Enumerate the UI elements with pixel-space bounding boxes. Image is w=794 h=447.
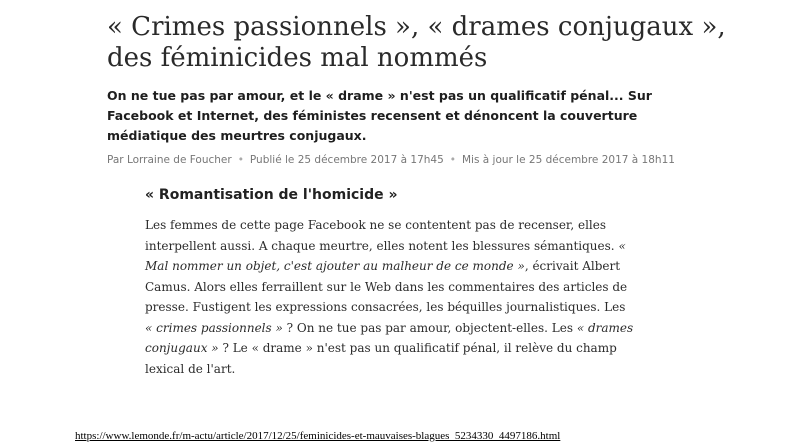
paragraph-text: ? On ne tue pas par amour, objectent-elles. Les bbox=[282, 320, 577, 335]
byline-published-date: Publié le 25 décembre 2017 à 17h45 bbox=[249, 154, 444, 166]
byline-separator: • bbox=[449, 154, 456, 166]
article-headline bbox=[107, 12, 747, 74]
drames-conjugaux-quote: « drames conjugaux » bbox=[145, 320, 634, 355]
headline-line-1: « Crimes passionnels », « drames conjugaux », bbox=[107, 12, 726, 42]
paragraph-text: Les femmes de cette page Facebook ne se contentent pas de recenser, elles interpellent aussi. A chaque meurtre, elles notent les blessures sémantiques. bbox=[145, 218, 619, 253]
byline-updated-date: Mis à jour le 25 décembre 2017 à 18h11 bbox=[461, 154, 675, 166]
paragraph-text: ? Le « drame » n'est pas un qualificatif pénal, il relève du champ lexical de l'art. bbox=[145, 341, 617, 376]
crimes-passionnels-quote: « crimes passionnels » bbox=[145, 320, 283, 335]
paragraph-text: , écrivait Albert Camus. Alors elles ferraillent sur le Web dans les commentaires des articles de presse. Fustigent les expressions consacrées, les béquilles journalistiques. Les bbox=[145, 259, 628, 314]
byline-separator: • bbox=[237, 154, 244, 166]
article-standfirst: On ne tue pas par amour, et le « drame » n'est pas un qualificatif pénal... Sur Facebook et Internet, des féministes recensent et dénoncent la couverture médiatique des meurtres conjugaux. bbox=[107, 88, 652, 143]
article-byline bbox=[107, 152, 727, 168]
source-url-link[interactable]: https://www.lemonde.fr/m-actu/article/2017/12/25/feminicides-et-mauvaises-blagues_5234330_4497186.html bbox=[75, 430, 561, 442]
section-subheading: « Romantisation de l'homicide » bbox=[145, 187, 398, 203]
byline-author[interactable]: Par Lorraine de Foucher bbox=[107, 154, 232, 166]
headline-line-2: des féminicides mal nommés bbox=[107, 43, 488, 73]
article-paragraph bbox=[145, 215, 635, 379]
camus-quote: « Mal nommer un objet, c'est ajouter au malheur de ce monde » bbox=[145, 238, 626, 273]
